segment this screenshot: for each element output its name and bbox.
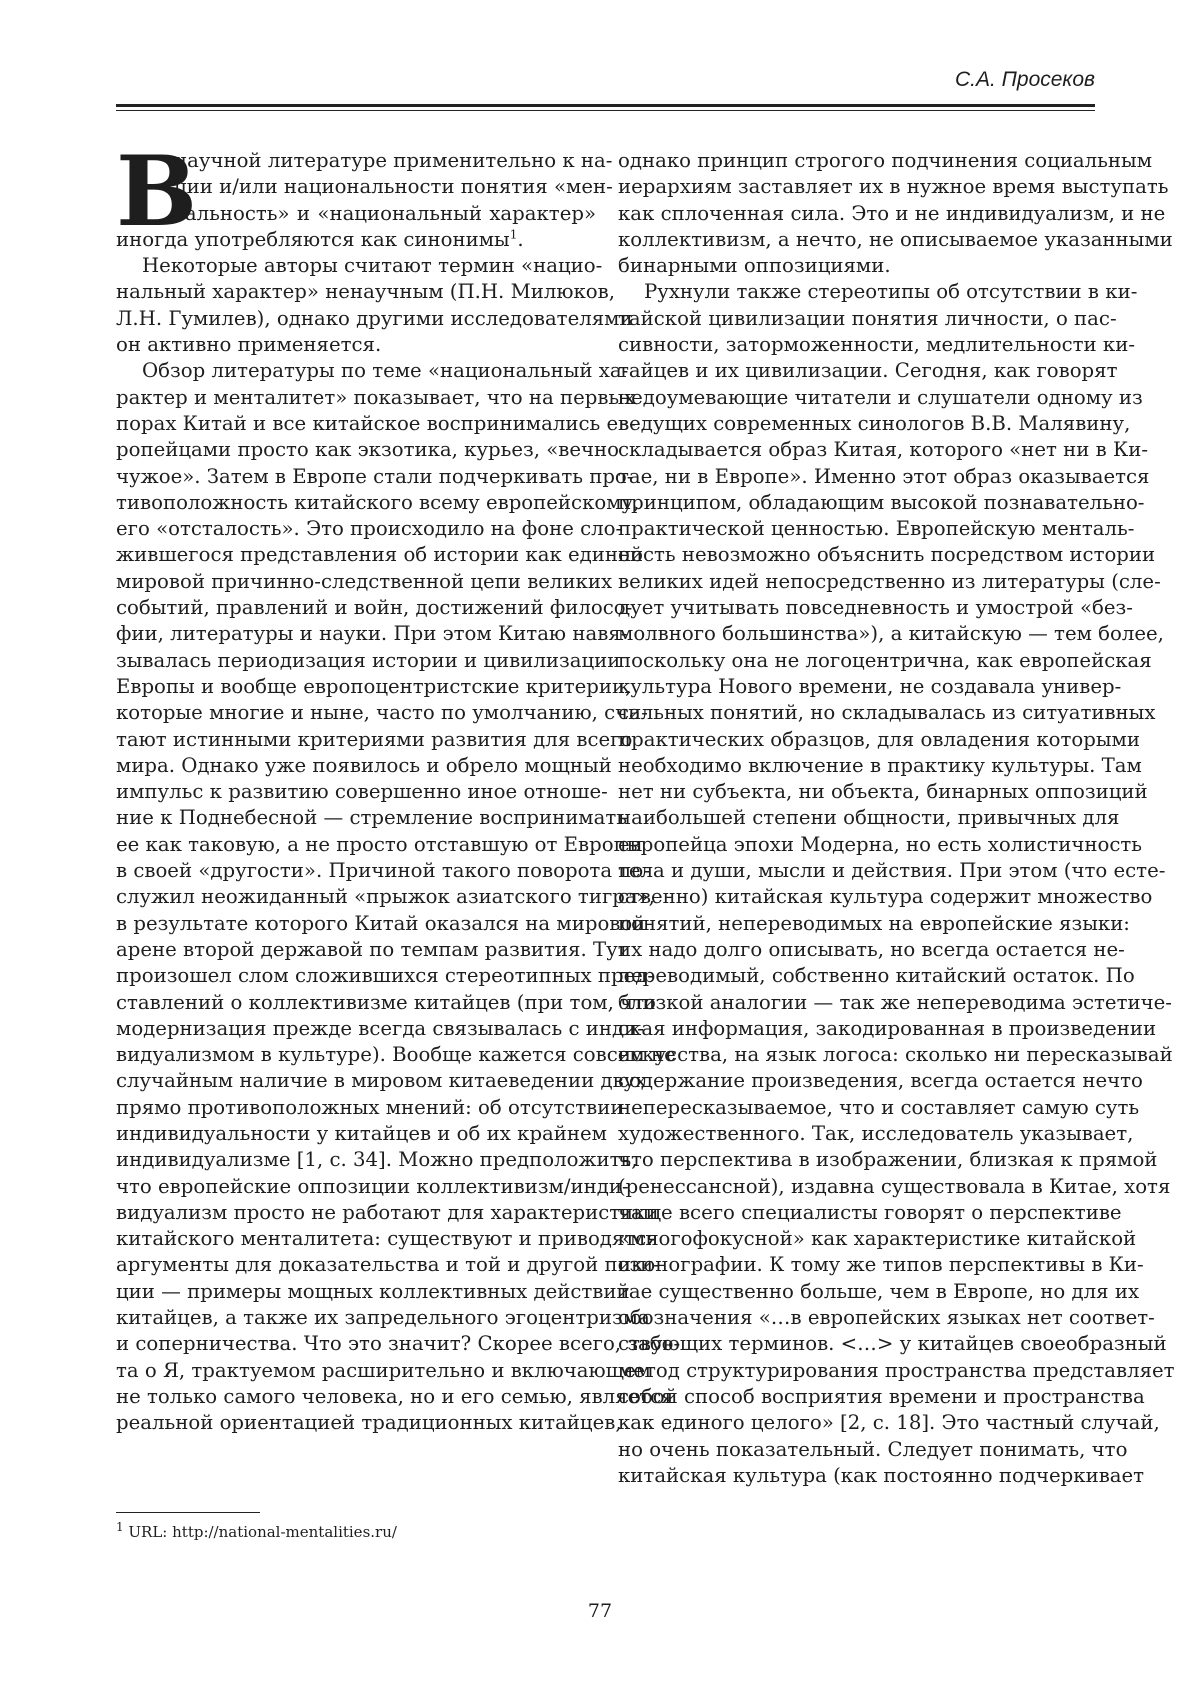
text-line: великих идей непосредственно из литературы (сле- bbox=[618, 569, 1161, 593]
text-line: аргументы для доказательства и той и другой пози- bbox=[116, 1253, 660, 1277]
text-line: модернизация прежде всегда связывалась с инди- bbox=[116, 1016, 644, 1040]
text-line: реальной ориентацией традиционных китайцев, bbox=[116, 1411, 622, 1435]
text-line: рактер и менталитет» показывает, что на первых bbox=[116, 385, 636, 409]
text-line: научной литературе применительно к на- bbox=[174, 149, 613, 172]
text-line: дует учитывать повседневность и умострой «без- bbox=[618, 596, 1133, 620]
text-line: которые многие и ныне, часто по умолчанию, счи- bbox=[116, 701, 648, 725]
text-line: переводимый, собственно китайский остаток. По bbox=[618, 964, 1135, 988]
text-line: наибольшей степени общности, привычных для bbox=[618, 806, 1120, 830]
text-line: тайской цивилизации понятия личности, о пас- bbox=[618, 306, 1117, 330]
text-line: тае, ни в Европе». Именно этот образ оказывается bbox=[618, 464, 1150, 488]
text-line: не только самого человека, но и его семью, является bbox=[116, 1384, 674, 1408]
text-line: его «отсталость». Это происходило на фоне сло- bbox=[116, 517, 623, 541]
paragraph bbox=[116, 253, 633, 358]
text-line: фии, литературы и науки. При этом Китаю навя- bbox=[116, 622, 628, 646]
left-column bbox=[116, 135, 681, 1437]
text-line: ции — примеры мощных коллективных действий bbox=[116, 1279, 630, 1303]
text-line: складывается образ Китая, которого «нет ни в Ки- bbox=[618, 438, 1149, 462]
paragraph bbox=[116, 358, 681, 1436]
text-line: ние к Поднебесной — стремление воспринимать bbox=[116, 806, 627, 830]
text-line: искусства, на язык логоса: сколько ни пересказывай bbox=[618, 1043, 1173, 1067]
text-line: китайская культура (как постоянно подчеркивает bbox=[618, 1463, 1145, 1487]
text-line: иерархиям заставляет их в нужное время выступать bbox=[618, 175, 1169, 199]
text-line: обозначения «…в европейских языках нет соответ- bbox=[618, 1306, 1155, 1330]
text-line: близкой аналогии — так же непереводима эстетиче- bbox=[618, 990, 1172, 1014]
page-number: 77 bbox=[587, 1600, 613, 1622]
text-line: «многофокусной» как характеристике китайской bbox=[618, 1227, 1137, 1251]
text-line: индивидуализме [1, с. 34]. Можно предположить, bbox=[116, 1148, 638, 1172]
right-column bbox=[618, 148, 1175, 1489]
running-header bbox=[116, 64, 1095, 98]
text-line: тела и души, мысли и действия. При этом (что есте- bbox=[618, 859, 1166, 883]
text-line: как единого целого» [2, с. 18]. Это частный случай, bbox=[618, 1411, 1160, 1435]
text-line: нальный характер» ненаучным (П.Н. Милюков, bbox=[116, 280, 616, 304]
text-line: принципом, обладающим высокой познавательно- bbox=[618, 490, 1145, 514]
text-line: чужое». Затем в Европе стали подчеркивать про- bbox=[116, 464, 634, 488]
paragraph bbox=[618, 148, 1173, 279]
text-line: та о Я, трактуемом расширительно и включающем bbox=[116, 1358, 651, 1382]
text-line: арене второй державой по темпам развития. Тут bbox=[116, 937, 629, 961]
text-line: практической ценностью. Европейскую менталь- bbox=[618, 517, 1135, 541]
text-line: Европы и вообще европоцентристские критерии, bbox=[116, 674, 632, 698]
text-line: понятий, непереводимых на европейские языки: bbox=[618, 911, 1130, 935]
text-line: зывалась периодизация истории и цивилизации bbox=[116, 648, 621, 672]
text-line: мира. Однако уже появилось и обрело мощный bbox=[116, 753, 612, 777]
text-line: он активно применяется. bbox=[116, 333, 382, 357]
text-line: но очень показательный. Следует понимать, что bbox=[618, 1437, 1128, 1461]
text-line: чаще всего специалисты говорят о перспективе bbox=[618, 1200, 1122, 1224]
footnote-marker: 1 bbox=[116, 1520, 124, 1534]
text-line: сальных понятий, но складывалась из ситуативных bbox=[618, 701, 1156, 725]
text-line: ции и/или национальности понятия «мен- bbox=[174, 175, 613, 199]
text-line: иногда употребляются как синонимы bbox=[116, 227, 510, 251]
text-line: метод структурирования пространства представляет bbox=[618, 1358, 1175, 1382]
text-line: художественного. Так, исследователь указывает, bbox=[618, 1121, 1134, 1145]
text-line: бинарными оппозициями. bbox=[618, 254, 891, 278]
text-line: однако принцип строгого подчинения социальным bbox=[618, 149, 1153, 172]
text-line: ведущих современных синологов В.В. Малявину, bbox=[618, 411, 1131, 435]
text-line: европейца эпохи Модерна, но есть холистичность bbox=[618, 832, 1143, 856]
text-line: тае существенно больше, чем в Европе, но для их bbox=[618, 1279, 1140, 1303]
text-line: их надо долго описывать, но всегда остается не- bbox=[618, 937, 1125, 961]
text-line: Рухнули также стереотипы об отсутствии в ки- bbox=[644, 280, 1138, 304]
text-line: ская информация, закодированная в произведении bbox=[618, 1016, 1157, 1040]
text-line: недоумевающие читатели и слушатели одному из bbox=[618, 385, 1143, 409]
text-line: ропейцами просто как экзотика, курьез, «вечно bbox=[116, 438, 620, 462]
text-line: Л.Н. Гумилев), однако другими исследователями bbox=[116, 306, 633, 330]
text-line: жившегося представления об истории как единой bbox=[116, 543, 644, 567]
text-line: ствующих терминов. <…> у китайцев своеобразный bbox=[618, 1332, 1167, 1356]
text-line: Обзор литературы по теме «национальный ха- bbox=[142, 359, 629, 383]
text-line: мировой причинно-следственной цепи великих bbox=[116, 569, 613, 593]
footnote-text: URL: http://national-mentalities.ru/ bbox=[123, 1523, 397, 1541]
text-line: китайцев, а также их запредельного эгоцентризма bbox=[116, 1306, 650, 1330]
text-line: импульс к развитию совершенно иное отноше- bbox=[116, 780, 608, 804]
text-line: событий, правлений и войн, достижений филосо- bbox=[116, 596, 633, 620]
text-line: видуализмом в культуре). Вообще кажется совсем не bbox=[116, 1043, 676, 1067]
footnote-ref[interactable]: 1 bbox=[509, 227, 518, 242]
text-line: индивидуальности у китайцев и об их крайнем bbox=[116, 1121, 607, 1145]
text-line: содержание произведения, всегда остается нечто bbox=[618, 1069, 1143, 1093]
text-line: иконографии. К тому же типов перспективы в Ки- bbox=[618, 1253, 1144, 1277]
text-line: что перспектива в изображении, близкая к прямой bbox=[618, 1148, 1158, 1172]
text-line: практических образцов, для овладения которыми bbox=[618, 727, 1140, 751]
text-line: и соперничества. Что это значит? Скорее всего, забо- bbox=[116, 1332, 681, 1356]
footnote bbox=[116, 1520, 397, 1541]
text-line: коллективизм, а нечто, не описываемое указанными bbox=[618, 227, 1173, 251]
text-line: случайным наличие в мировом китаеведении двух bbox=[116, 1069, 647, 1093]
first-paragraph bbox=[116, 135, 613, 253]
text-line: Некоторые авторы считают термин «нацио- bbox=[142, 254, 603, 278]
text-line: ственно) китайская культура содержит множество bbox=[618, 885, 1153, 909]
text-line: непересказываемое, что и составляет самую суть bbox=[618, 1095, 1140, 1119]
footnote-rule bbox=[116, 1512, 260, 1513]
text-line: молвного большинства»), а китайскую — тем более, bbox=[618, 622, 1164, 646]
drop-cap: В bbox=[116, 135, 198, 248]
running-header-author: С.А. Просеков bbox=[955, 68, 1095, 91]
text-line: произошел слом сложившихся стереотипных пред- bbox=[116, 964, 655, 988]
text-line: в результате которого Китай оказался на мировой bbox=[116, 911, 646, 935]
text-line: что европейские оппозиции коллективизм/инди- bbox=[116, 1174, 629, 1198]
text-line: тивоположность китайского всему европейскому, bbox=[116, 490, 640, 514]
text-line: ность невозможно объяснить посредством истории bbox=[618, 543, 1156, 567]
text-line: сивности, заторможенности, медлительности ки- bbox=[618, 333, 1135, 357]
text-line: прямо противоположных мнений: об отсутствии bbox=[116, 1095, 624, 1119]
text-line: тают истинными критериями развития для всего bbox=[116, 727, 633, 751]
text-line: ставлений о коллективизме китайцев (при том, что bbox=[116, 990, 656, 1014]
text-line: необходимо включение в практику культуры. Там bbox=[618, 753, 1142, 777]
text-line: в своей «другости». Причиной такого поворота по- bbox=[116, 859, 650, 883]
text-line: китайского менталитета: существуют и приводятся bbox=[116, 1227, 659, 1251]
text-line: культура Нового времени, не создавала универ- bbox=[618, 674, 1122, 698]
text-line: тальность» и «национальный характер» bbox=[174, 201, 596, 225]
text-line: как сплоченная сила. Это и не индивидуализм, и не bbox=[618, 201, 1166, 225]
text-line: видуализм просто не работают для характеристики bbox=[116, 1200, 659, 1224]
paragraph bbox=[618, 279, 1175, 1489]
text-line: нет ни субъекта, ни объекта, бинарных оппозиций bbox=[618, 780, 1148, 804]
text-line: служил неожиданный «прыжок азиатского тигра», bbox=[116, 885, 655, 909]
text-line: (ренессансной), издавна существовала в Китае, хотя bbox=[618, 1174, 1171, 1198]
punct: . bbox=[517, 227, 524, 251]
header-rule-thick bbox=[116, 104, 1095, 107]
text-line: поскольку она не логоцентрична, как европейская bbox=[618, 648, 1152, 672]
text-line: тайцев и их цивилизации. Сегодня, как говорят bbox=[618, 359, 1118, 383]
text-line: порах Китай и все китайское воспринимались ев- bbox=[116, 411, 636, 435]
text-line: собой способ восприятия времени и пространства bbox=[618, 1384, 1145, 1408]
text-line: ее как таковую, а не просто отставшую от Европы bbox=[116, 832, 643, 856]
header-rule-thin bbox=[116, 110, 1095, 111]
